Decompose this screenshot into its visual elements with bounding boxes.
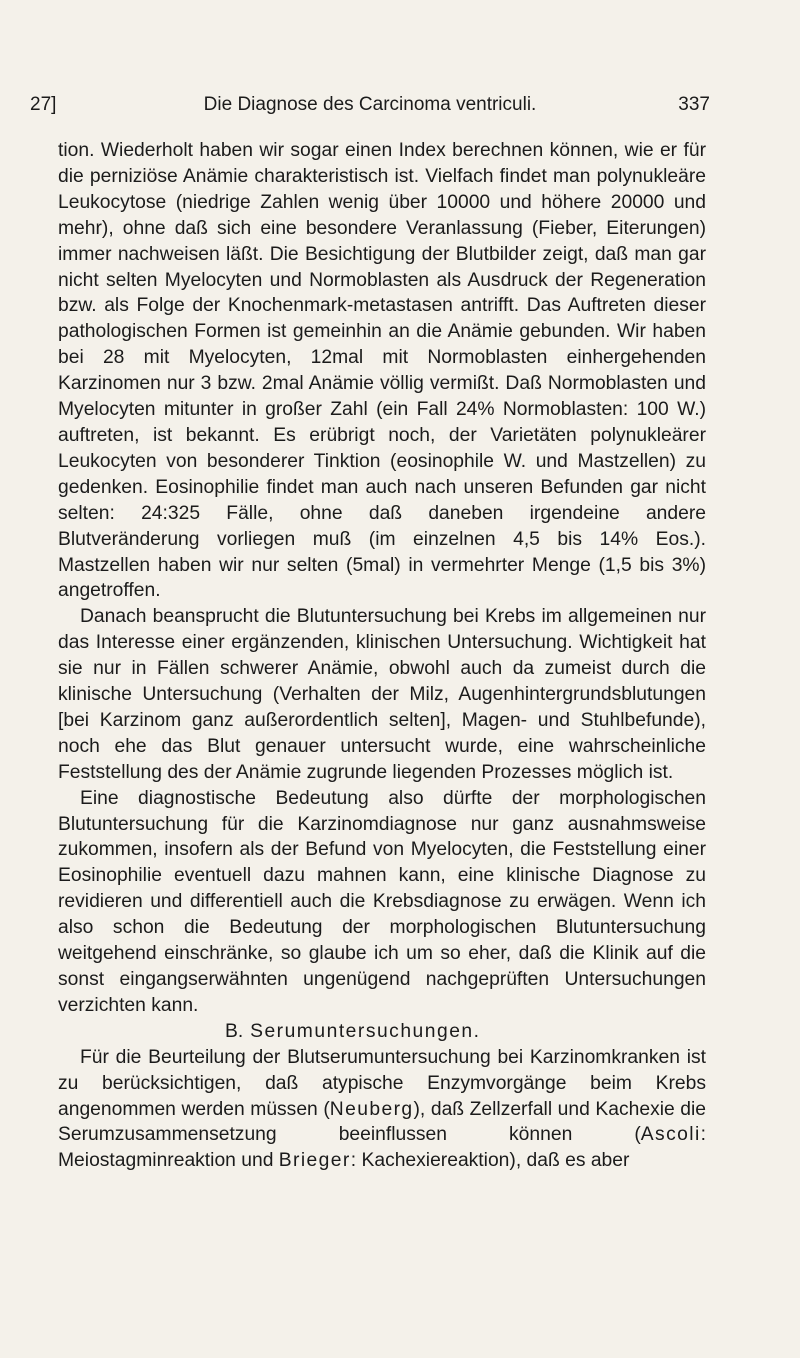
running-title: Die Diagnose des Carcinoma ventriculi.	[203, 94, 537, 115]
paragraph-diagnostic-significance: Eine diagnostische Bedeutung also dürfte der morphologischen Blutuntersuchung für die Karzinomdiagnose nur ganz ausnahmsweise zukommen, insofern als der Befund von Myelocyten, die Feststellung einer Eosinophilie eventuell dazu mahnen kann, eine klinische Diagnose zu revidieren und differentiell auch die Krebsdiagnose zu erwägen. Wenn ich also schon die Bedeutung der morphologischen Blutuntersuchung weitgehend einschränke, so glaube ich um so eher, daß die Klinik auf die sonst eingangserwähnten ungenügend nachgeprüften Untersuchungen verzichten kann.	[58, 787, 706, 1016]
section-heading	[58, 1019, 706, 1045]
paragraph-serum-text-1: Für die Beurteilung der Blutserumuntersuchung bei Karzinomkranken ist zu berücksichtigen, daß atypische Enzymvorgänge beim Krebs angenommen werden müssen (	[58, 1046, 706, 1120]
paragraph-serum-text-2: ), daß Zellzerfall und Kachexie die Serumzusammensetzung beeinflussen können (	[58, 1098, 706, 1146]
section-number: 27]	[30, 94, 57, 115]
author-name-neuberg: Neuberg	[329, 1098, 414, 1120]
body-text	[58, 138, 706, 1174]
paragraph-serum-text-3: : Meiostagminreaktion und	[58, 1124, 706, 1172]
paragraph-blood-test-interest: Danach beansprucht die Blutuntersuchung bei Krebs im allgemeinen nur das Interesse einer ergänzenden, klinischen Untersuchung. Wichtigkeit hat sie nur in Fällen schwerer Anämie, obwohl auch da zumeist durch die klinische Untersuchung (Verhalten der Milz, Augenhintergrundsblutungen [bei Karzinom ganz außerordentlich selten], Magen- und Stuhlbefunde), noch ehe das Blut genauer untersucht wurde, eine wahrscheinliche Feststellung des der Anämie zugrunde liegenden Prozesses möglich ist.	[58, 606, 706, 783]
author-name-brieger: Brieger	[278, 1150, 351, 1172]
page-number: 337	[678, 94, 710, 115]
section-heading-title: Serumuntersuchungen.	[250, 1020, 481, 1042]
author-name-ascoli: Ascoli	[640, 1124, 701, 1146]
paragraph-serum-text-4: : Kachexiereaktion), daß es aber	[350, 1150, 630, 1172]
paragraph-continuation: tion. Wiederholt haben wir sogar einen Index berechnen können, wie er für die perniziöse Anämie charakteristisch ist. Vielfach findet man polynukleäre Leukocytose (niedrige Zahlen wenig über 10000 und höhere 20000 und mehr), ohne daß sich eine besondere Veranlassung (Fieber, Eiterungen) immer nachweisen läßt. Die Besichtigung der Blutbilder zeigt, daß man gar nicht selten Myelocyten und Normoblasten als Ausdruck der Regeneration bzw. als Folge der Knochenmark-metastasen antrifft. Das Auftreten dieser pathologischen Formen ist gemeinhin an die Anämie gebunden. Wir haben bei 28 mit Myelocyten, 12mal mit Normoblasten einhergehenden Karzinomen nur 3 bzw. 2mal Anämie völlig vermißt. Daß Normoblasten und Myelocyten mitunter in großer Zahl (ein Fall 24% Normoblasten: 100 W.) auftreten, ist bekannt. Es erübrigt noch, der Varietäten polynukleärer Leukocyten von besonderer Tinktion (eosinophile W. und Mastzellen) zu gedenken. Eosinophilie findet man auch nach unseren Befunden gar nicht selten: 24:325 Fälle, ohne daß daneben irgendeine andere Blutveränderung vorliegen muß (im einzelnen 4,5 bis 14% Eos.). Mastzellen haben wir nur selten (5mal) in vermehrter Menge (1,5 bis 3%) angetroffen.	[58, 140, 706, 602]
running-header	[30, 92, 710, 118]
paragraph-serum-tests	[58, 1045, 706, 1175]
section-heading-letter: B.	[225, 1020, 244, 1042]
